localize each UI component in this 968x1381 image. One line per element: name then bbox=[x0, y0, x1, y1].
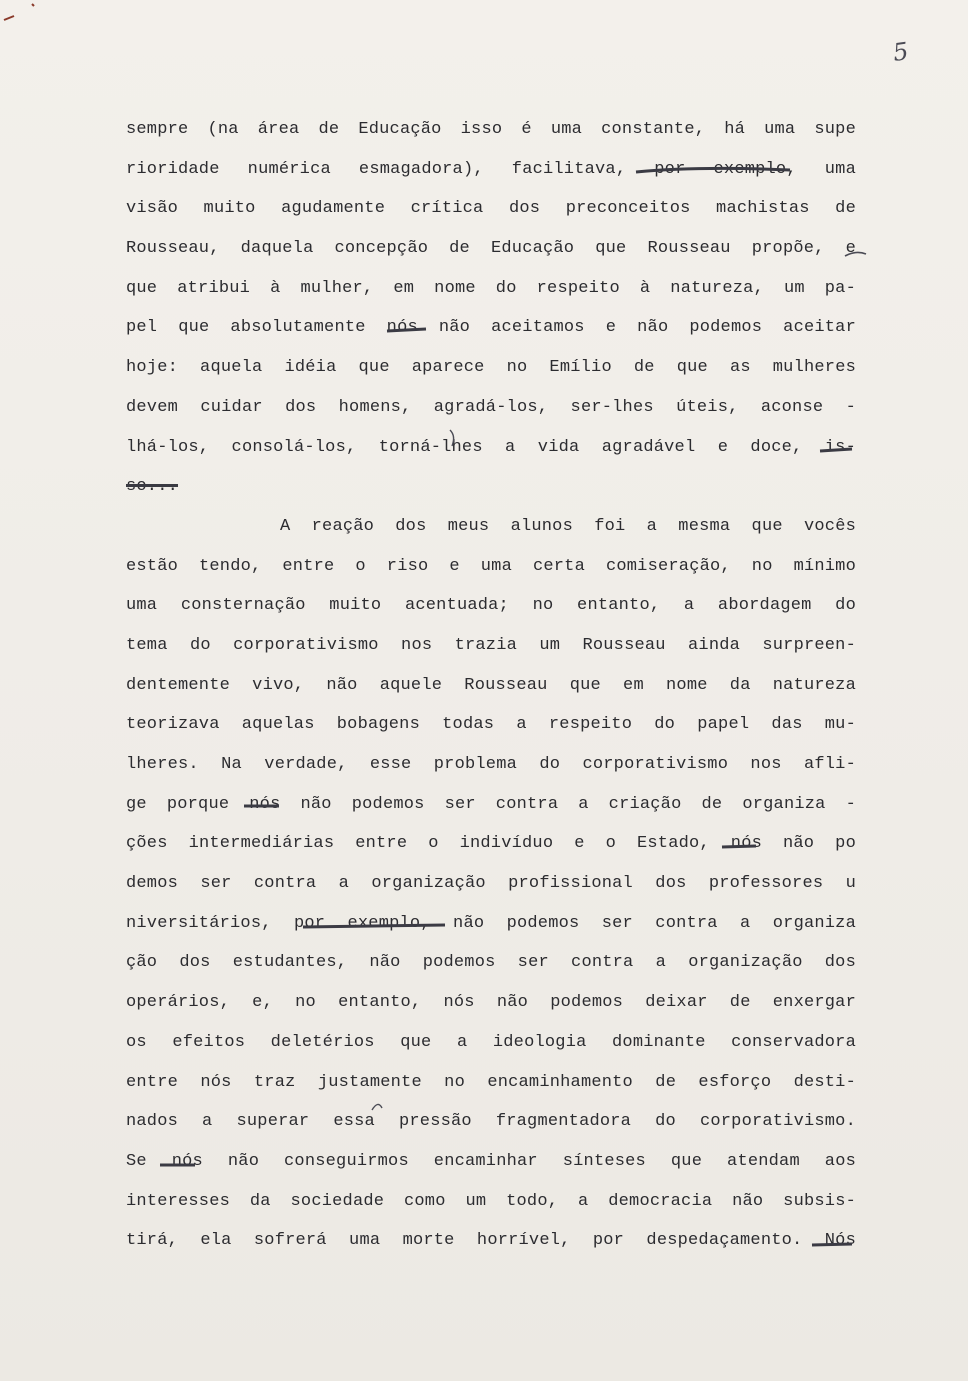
paragraph-2 bbox=[126, 507, 856, 1261]
text-line: sempre (na área de Educação isso é uma constante, há uma supe bbox=[126, 120, 856, 139]
text-line: A reação dos meus alunos foi a mesma que vocês bbox=[280, 516, 856, 536]
text-line: Se nós não conseguirmos encaminhar sínteses que atendam aos bbox=[126, 1151, 856, 1171]
corner-ink-mark bbox=[2, 0, 42, 30]
text-line bbox=[126, 467, 856, 507]
text-line: rioridade numérica esmagadora), facilitava, por exemplo, uma bbox=[126, 159, 856, 179]
text-line: ções intermediárias entre o indivíduo e o Estado, nós não po bbox=[126, 834, 856, 854]
text-line: uma consternação muito acentuada; no entanto, a abordagem do bbox=[126, 596, 856, 616]
text-line: ge porque nós não podemos ser contra a criação de organiza - bbox=[126, 794, 856, 814]
text-line: os efeitos deletérios que a ideologia dominante conservadora bbox=[126, 1032, 856, 1052]
text-line: teorizava aquelas bobagens todas a respeito do papel das mu- bbox=[126, 715, 856, 735]
text-line: Rousseau, daquela concepção de Educação que Rousseau propõe, e bbox=[126, 239, 856, 259]
text-line: dentemente vivo, não aquele Rousseau que em nome da natureza bbox=[126, 675, 856, 695]
text-line: ção dos estudantes, não podemos ser contra a organização dos bbox=[126, 953, 856, 973]
text-line: devem cuidar dos homens, agradá-los, ser-lhes úteis, aconse - bbox=[126, 397, 856, 417]
text-line: lhá-los, consolá-los, torná-lhes a vida agradável e doce, is- bbox=[126, 437, 856, 457]
text-line: niversitários, por exemplo, não podemos ser contra a organiza bbox=[126, 913, 856, 933]
paragraph-1 bbox=[126, 110, 856, 507]
document-body bbox=[126, 110, 856, 1261]
page-number: 5 bbox=[891, 37, 911, 67]
text-line: operários, e, no entanto, nós não podemos deixar de enxergar bbox=[126, 993, 856, 1013]
text-line: tema do corporativismo nos trazia um Rousseau ainda surpreen- bbox=[126, 635, 856, 655]
text-line: tirá, ela sofrerá uma morte horrível, por despedaçamento. Nós bbox=[126, 1231, 856, 1251]
text-line: demos ser contra a organização profissional dos professores u bbox=[126, 874, 856, 894]
text-line: lheres. Na verdade, esse problema do corporativismo nos afli- bbox=[126, 755, 856, 774]
text-line: hoje: aquela idéia que aparece no Emílio de que as mulheres bbox=[126, 358, 856, 378]
text-line: estão tendo, entre o riso e uma certa comiseração, no mínimo bbox=[126, 556, 856, 576]
text-line: nados a superar essa pressão fragmentadora do corporativismo. bbox=[126, 1112, 856, 1132]
text-line: visão muito agudamente crítica dos preconceitos machistas de bbox=[126, 199, 856, 219]
text-line: que atribui à mulher, em nome do respeito à natureza, um pa- bbox=[126, 278, 856, 298]
text-line: interesses da sociedade como um todo, a democracia não subsis- bbox=[126, 1191, 856, 1211]
text-line: pel que absolutamente nós não aceitamos e não podemos aceitar bbox=[126, 318, 856, 338]
text-line: entre nós traz justamente no encaminhamento de esforço desti- bbox=[126, 1072, 856, 1092]
struck-text: so... bbox=[126, 477, 179, 497]
